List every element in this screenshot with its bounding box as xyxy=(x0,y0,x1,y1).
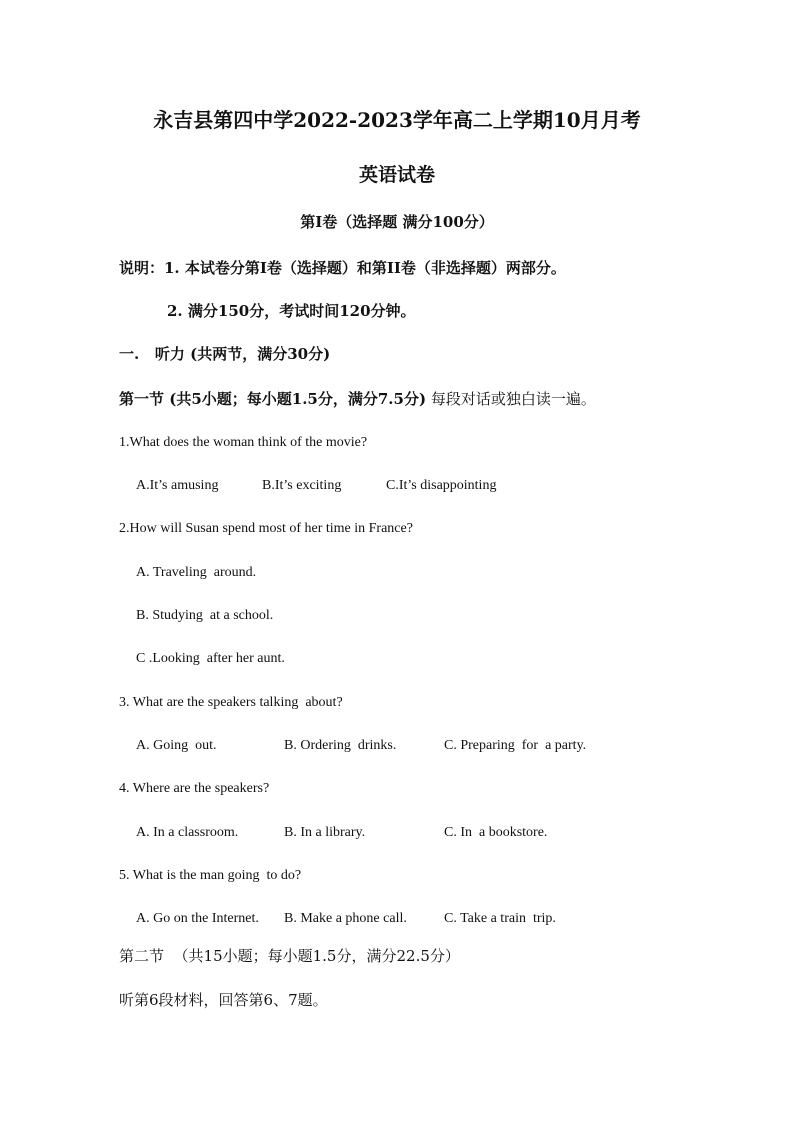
question-2: 2.How will Susan spend most of her time in France? xyxy=(119,521,413,536)
q5-option-a: A. Go on the Internet. xyxy=(136,911,259,926)
q3-option-c: C. Preparing for a party. xyxy=(444,738,587,753)
exam-subtitle: 英语试卷 xyxy=(358,164,435,186)
section1-heading-bold: 第一节 (共5小题；每小题1.5分，满分7.5分) xyxy=(119,390,427,408)
section1-heading-plain: 每段对话或独白读一遍。 xyxy=(426,390,596,408)
section2-instruction: 听第6段材料，回答第6、7题。 xyxy=(119,991,328,1009)
notes-line-2: 2. 满分150分，考试时间120分钟。 xyxy=(167,302,416,320)
q4-option-c: C. In a bookstore. xyxy=(444,825,548,840)
q4-option-a: A. In a classroom. xyxy=(136,825,239,840)
notes-line-1: 说明：1. 本试卷分第I卷（选择题）和第II卷（非选择题）两部分。 xyxy=(119,259,566,277)
q2-option-a: A. Traveling around. xyxy=(136,565,257,580)
q2-option-b: B. Studying at a school. xyxy=(136,608,274,623)
q5-option-b: B. Make a phone call. xyxy=(284,911,407,926)
q2-option-c: C .Looking after her aunt. xyxy=(136,651,285,666)
q1-option-a: A.It’s amusing xyxy=(136,478,219,493)
question-4: 4. Where are the speakers? xyxy=(119,781,270,796)
q3-option-a: A. Going out. xyxy=(136,738,217,753)
exam-title: 永吉县第四中学2022-2023学年高二上学期10月月考 xyxy=(153,108,641,132)
question-3: 3. What are the speakers talking about? xyxy=(119,695,343,710)
question-5: 5. What is the man going to do? xyxy=(119,868,302,883)
q3-option-b: B. Ordering drinks. xyxy=(284,738,397,753)
section1-heading xyxy=(119,388,596,409)
q4-option-b: B. In a library. xyxy=(284,825,366,840)
q1-option-c: C.It’s disappointing xyxy=(386,478,497,493)
q5-option-c: C. Take a train trip. xyxy=(444,911,556,926)
question-1: 1.What does the woman think of the movie? xyxy=(119,435,368,450)
part1-heading: 一. 听力 (共两节，满分30分) xyxy=(119,345,331,363)
volume-header: 第I卷（选择题 满分100分） xyxy=(300,213,494,231)
q1-option-b: B.It’s exciting xyxy=(262,478,342,493)
section2-heading: 第二节 （共15小题；每小题1.5分，满分22.5分） xyxy=(119,947,460,965)
